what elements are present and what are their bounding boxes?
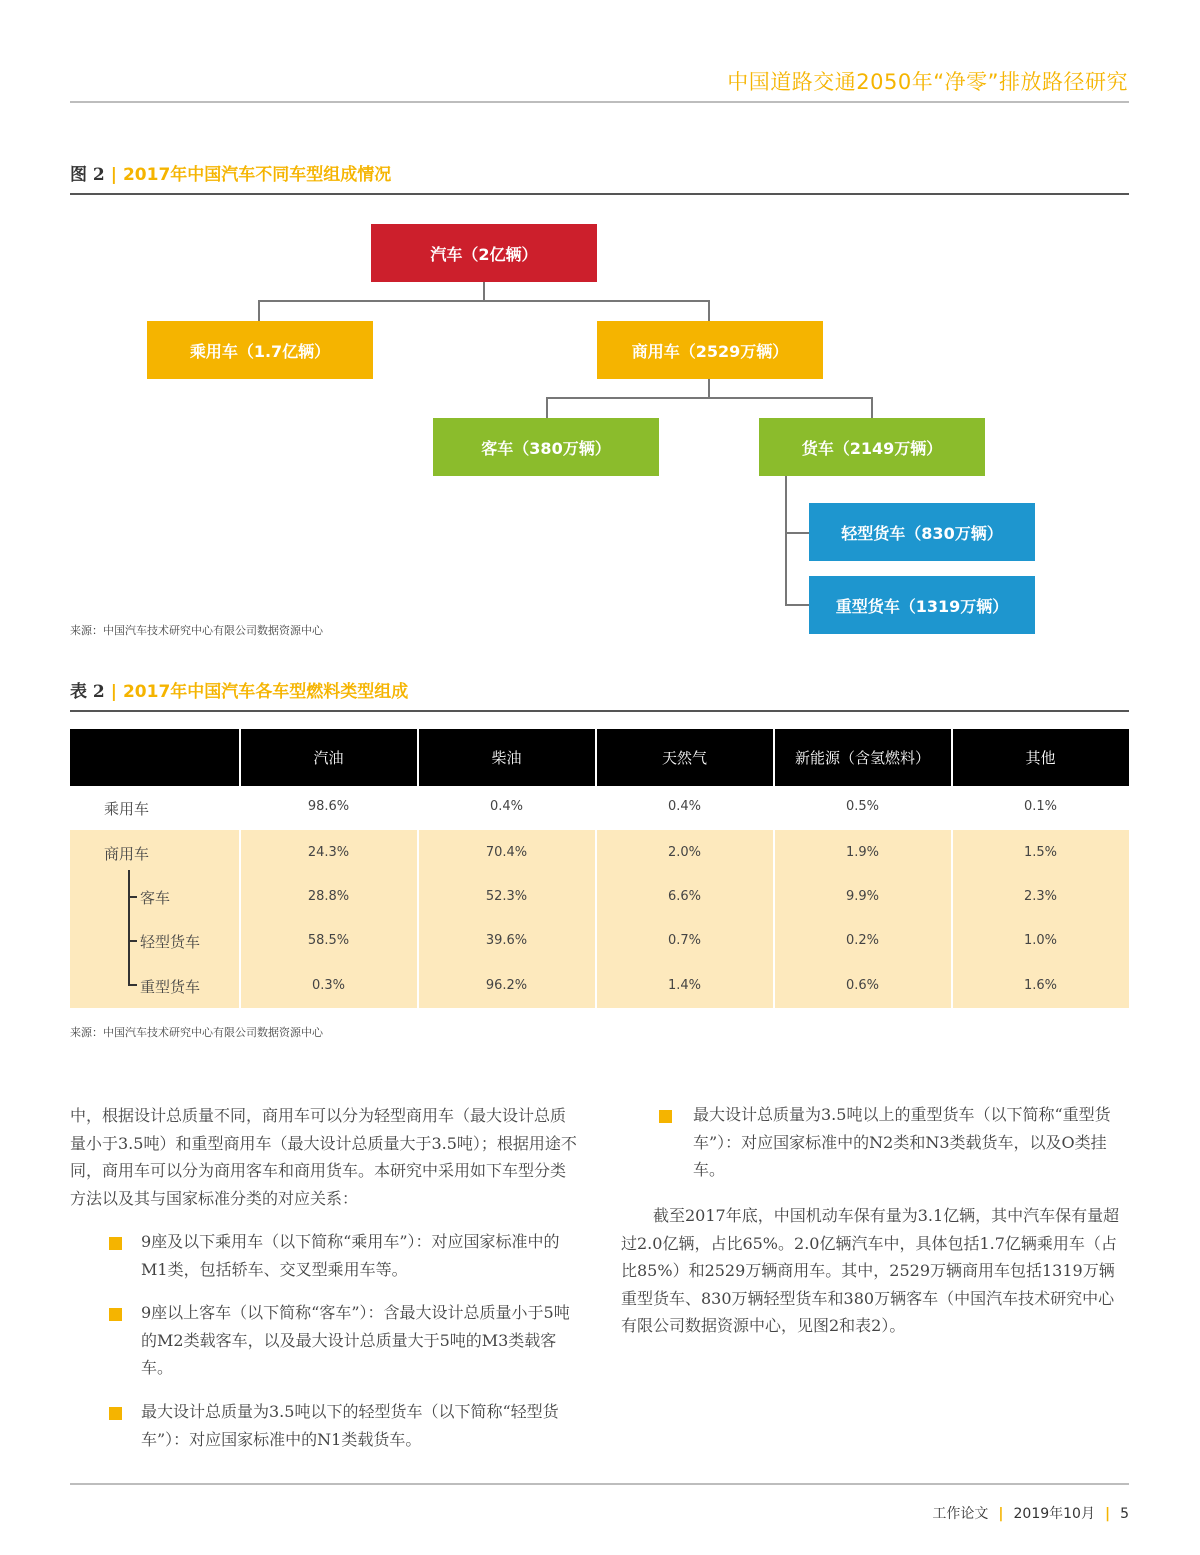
footer-date: 2019年10月 — [1013, 1506, 1095, 1522]
table-label: 表 2 — [70, 682, 105, 702]
node-all-vehicles — [371, 224, 597, 282]
table-cell: 0.3% — [311, 978, 346, 993]
footer-separator: | — [1104, 1506, 1111, 1522]
table-cell: 1.5% — [1023, 845, 1058, 860]
node-commercial-vehicles — [597, 321, 823, 379]
node-label: 轻型货车（830万辆） — [841, 523, 1003, 543]
connector-line — [785, 604, 810, 606]
row-label-light-truck: 轻型货车 — [140, 933, 201, 951]
table-cell: 0.4% — [667, 799, 702, 814]
bullet-text-heavy-truck: 最大设计总质量为3.5吨以上的重型货车（以下简称“重型货车”）：对应国家标准中的N2类和N3类载货车，以及O类挂车。 — [693, 1105, 1111, 1179]
column-header-label: 汽油 — [313, 749, 344, 767]
column-separator — [951, 729, 953, 1008]
table-cell: 1.6% — [1023, 978, 1058, 993]
table-cell: 9.9% — [845, 889, 880, 904]
figure-label: 图 2 — [70, 165, 105, 185]
table-cell: 70.4% — [485, 845, 528, 860]
table-cell: 1.0% — [1023, 933, 1058, 948]
table-cell: 24.3% — [307, 845, 350, 860]
row-label-passenger: 乘用车 — [104, 800, 150, 818]
table-cell: 2.0% — [667, 845, 702, 860]
node-label: 货车（2149万辆） — [801, 438, 943, 458]
page-number: 5 — [1120, 1506, 1129, 1522]
bullet-text-light-truck: 最大设计总质量为3.5吨以下的轻型货车（以下简称“轻型货车”）：对应国家标准中的N1类载货车。 — [141, 1402, 559, 1449]
column-header-label: 天然气 — [661, 749, 707, 767]
column-separator — [595, 729, 597, 1008]
figure-title: 2017年中国汽车不同车型组成情况 — [122, 165, 392, 185]
column-header-natural-gas — [596, 729, 773, 786]
table-heading — [70, 677, 408, 702]
node-heavy-trucks — [809, 576, 1035, 634]
row-label-bus: 客车 — [140, 889, 171, 907]
table-cell: 28.8% — [307, 889, 350, 904]
table-divider — [70, 710, 1129, 712]
bullet-marker — [659, 1110, 672, 1123]
table-cell: 1.4% — [667, 978, 702, 993]
column-header-other — [952, 729, 1129, 786]
column-separator — [773, 729, 775, 1008]
table-cell: 0.2% — [845, 933, 880, 948]
bullet-marker — [109, 1237, 122, 1250]
connector-line — [708, 300, 710, 321]
connector-line — [785, 532, 810, 534]
table-cell: 0.5% — [845, 799, 880, 814]
bullet-text-passenger: 9座及以下乘用车（以下简称“乘用车”）：对应国家标准中的M1类，包括轿车、交叉型乘用车等。 — [141, 1232, 560, 1279]
table-cell: 0.7% — [667, 933, 702, 948]
connector-line — [871, 397, 873, 418]
heading-separator: | — [110, 165, 117, 185]
table-title: 2017年中国汽车各车型燃料类型组成 — [122, 682, 409, 702]
table-cell: 6.6% — [667, 889, 702, 904]
node-label: 乘用车（1.7亿辆） — [189, 341, 331, 361]
table-cell: 2.3% — [1023, 889, 1058, 904]
connector-line — [546, 397, 548, 418]
table-source: 来源：中国汽车技术研究中心有限公司数据资源中心 — [70, 1026, 323, 1039]
connector-line — [258, 300, 260, 321]
row-tree-line — [128, 984, 137, 986]
node-label: 客车（380万辆） — [481, 438, 611, 458]
column-header-label: 新能源（含氢燃料） — [794, 749, 930, 767]
connector-line — [785, 476, 787, 606]
row-tree-line — [128, 896, 137, 898]
node-label: 重型货车（1319万辆） — [835, 596, 1009, 616]
table-cell: 52.3% — [485, 889, 528, 904]
node-buses — [433, 418, 659, 476]
row-label-heavy-truck: 重型货车 — [140, 978, 201, 996]
column-header-new-energy — [774, 729, 951, 786]
heading-separator: | — [110, 682, 117, 702]
table-cell: 0.6% — [845, 978, 880, 993]
column-separator — [417, 729, 419, 1008]
node-label: 商用车（2529万辆） — [631, 341, 789, 361]
page-footer — [932, 1503, 1129, 1523]
table-cell: 1.9% — [845, 845, 880, 860]
header-divider — [70, 101, 1129, 103]
connector-line — [708, 379, 710, 398]
connector-line — [546, 397, 873, 399]
figure-source: 来源：中国汽车技术研究中心有限公司数据资源中心 — [70, 624, 323, 637]
bullet-marker — [109, 1308, 122, 1321]
connector-line — [258, 300, 710, 302]
footer-series: 工作论文 — [932, 1506, 989, 1522]
report-title: 中国道路交通2050年“净零”排放路径研究 — [727, 70, 1128, 94]
figure-divider — [70, 193, 1129, 195]
node-light-trucks — [809, 503, 1035, 561]
column-separator — [239, 729, 241, 1008]
column-header-gasoline — [240, 729, 417, 786]
bullet-marker — [109, 1407, 122, 1420]
table-cell: 96.2% — [485, 978, 528, 993]
bullet-text-bus: 9座以上客车（以下简称“客车”）：含最大设计总质量小于5吨的M2类载客车，以及最大设计总质量大于5吨的M3类载客车。 — [141, 1303, 570, 1377]
column-header-label: 其他 — [1025, 749, 1056, 767]
intro-paragraph: 中，根据设计总质量不同，商用车可以分为轻型商用车（最大设计总质量小于3.5吨）和重型商用车（最大设计总质量大于3.5吨）；根据用途不同，商用车可以分为商用客车和商用货车。本研究中采用如下车型分类方法以及其与国家标准分类的对应关系： — [70, 1106, 577, 1208]
summary-paragraph: 截至2017年底，中国机动车保有量为3.1亿辆，其中汽车保有量超过2.0亿辆，占比65%。2.0亿辆汽车中，具体包括1.7亿辆乘用车（占比85%）和2529万辆商用车。其中，2529万辆商用车包括1319万辆重型货车、830万辆轻型货车和380万辆客车（中国汽车技术研究中心有限公司数据资源中心，见图2和表2）。 — [621, 1206, 1120, 1335]
table-cell: 98.6% — [307, 799, 350, 814]
footer-divider — [70, 1483, 1129, 1485]
row-label-commercial: 商用车 — [104, 845, 150, 863]
node-label: 汽车（2亿辆） — [430, 244, 538, 264]
figure-heading — [70, 160, 391, 185]
table-cell: 0.4% — [489, 799, 524, 814]
table-cell: 0.1% — [1023, 799, 1058, 814]
connector-line — [483, 282, 485, 301]
row-tree-line — [128, 940, 137, 942]
row-tree-line — [128, 870, 130, 986]
footer-separator: | — [998, 1506, 1004, 1522]
table-cell: 39.6% — [485, 933, 528, 948]
column-header-label: 柴油 — [491, 749, 522, 767]
node-trucks — [759, 418, 985, 476]
table-cell: 58.5% — [307, 933, 350, 948]
node-passenger-cars — [147, 321, 373, 379]
column-header-diesel — [418, 729, 595, 786]
